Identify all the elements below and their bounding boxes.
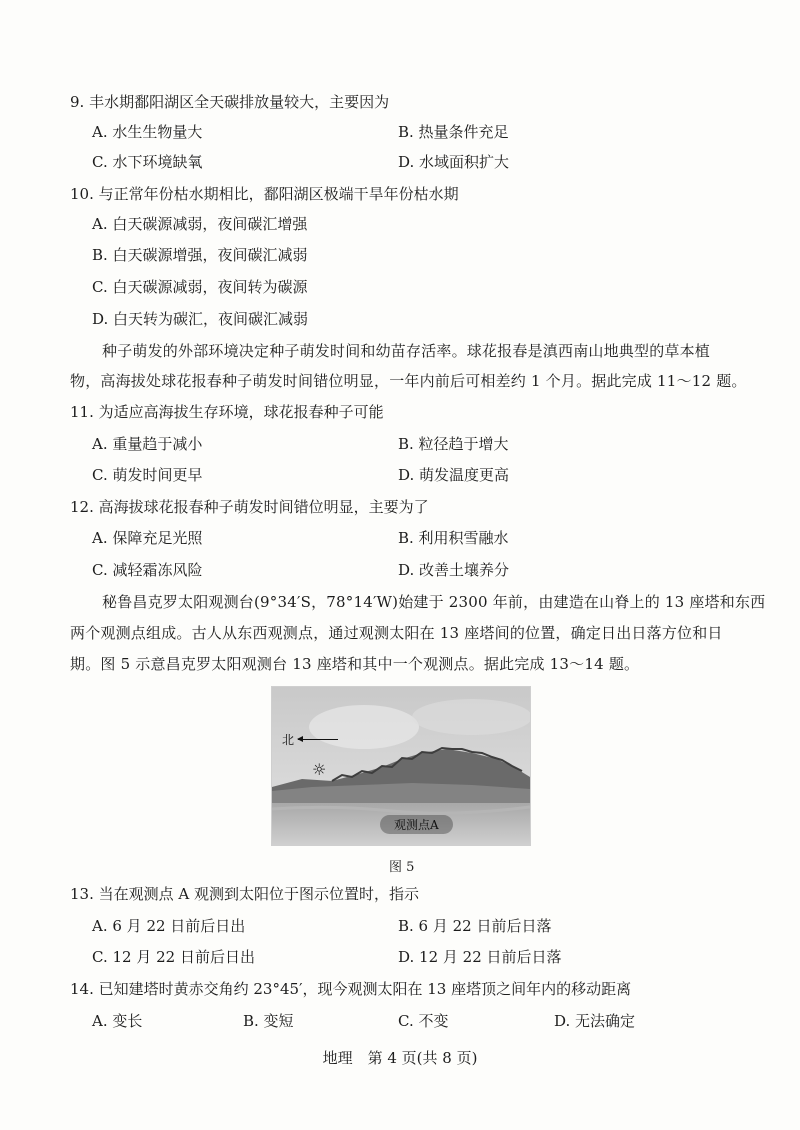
q13-option-c: C. 12 月 22 日前后日出: [92, 948, 255, 966]
q14-option-d: D. 无法确定: [554, 1012, 636, 1030]
q9-option-a: A. 水生生物量大: [92, 123, 203, 141]
passage1-line1: 种子萌发的外部环境决定种子萌发时间和幼苗存活率。球花报春是滇西南山地典型的草本植: [102, 342, 711, 360]
q13-option-d: D. 12 月 22 日前后日落: [398, 948, 562, 966]
q11-option-d: D. 萌发温度更高: [398, 466, 510, 484]
q10-option-a: A. 白天碳源减弱，夜间碳汇增强: [92, 215, 308, 233]
north-label: 北: [282, 733, 295, 747]
figure-caption: 图 5: [389, 860, 415, 875]
passage2-line1: 秘鲁昌克罗太阳观测台(9°34′S，78°14′W)始建于 2300 年前，由建造在山脊上的 13 座塔和东西: [102, 593, 766, 611]
q12-option-d: D. 改善土壤养分: [398, 561, 510, 579]
sun-icon: ☼: [312, 760, 327, 779]
north-arrow-icon: [298, 739, 338, 740]
q10-option-c: C. 白天碳源减弱，夜间转为碳源: [92, 278, 308, 296]
q14-stem: 14. 已知建塔时黄赤交角约 23°45′，现今观测太阳在 13 座塔顶之间年内的移动距离: [70, 980, 632, 998]
q9-option-d: D. 水域面积扩大: [398, 153, 510, 171]
q12-option-b: B. 利用积雪融水: [398, 529, 509, 547]
q11-option-a: A. 重量趋于减小: [92, 435, 203, 453]
q11-option-b: B. 粒径趋于增大: [398, 435, 509, 453]
q12-stem: 12. 高海拔球花报春种子萌发时间错位明显，主要为了: [70, 498, 429, 516]
q13-option-b: B. 6 月 22 日前后日落: [398, 917, 552, 935]
q9-option-c: C. 水下环境缺氧: [92, 153, 203, 171]
q9-stem: 9. 丰水期鄱阳湖区全天碳排放量较大，主要因为: [70, 93, 390, 111]
q9-option-b: B. 热量条件充足: [398, 123, 509, 141]
q14-option-a: A. 变长: [92, 1012, 143, 1030]
q11-option-c: C. 萌发时间更早: [92, 466, 203, 484]
figure-5-photo: [271, 686, 531, 846]
q10-stem: 10. 与正常年份枯水期相比，鄱阳湖区极端干旱年份枯水期: [70, 185, 459, 203]
passage2-line2: 两个观测点组成。古人从东西观测点，通过观测太阳在 13 座塔间的位置，确定日出日落方位和日: [70, 624, 723, 642]
q14-option-b: B. 变短: [243, 1012, 294, 1030]
q12-option-a: A. 保障充足光照: [92, 529, 203, 547]
page-footer: 地理 第 4 页(共 8 页): [322, 1049, 478, 1067]
passage1-line2: 物，高海拔处球花报春种子萌发时间错位明显，一年内前后可相差约 1 个月。据此完成 11～12 题。: [70, 372, 747, 390]
observation-point-a-label: 观测点A: [380, 815, 453, 834]
q11-stem: 11. 为适应高海拔生存环境，球花报春种子可能: [70, 403, 384, 421]
q13-option-a: A. 6 月 22 日前后日出: [92, 917, 246, 935]
q10-option-d: D. 白天转为碳汇，夜间碳汇减弱: [92, 310, 309, 328]
q10-option-b: B. 白天碳源增强，夜间碳汇减弱: [92, 246, 308, 264]
q12-option-c: C. 减轻霜冻风险: [92, 561, 203, 579]
q13-stem: 13. 当在观测点 A 观测到太阳位于图示位置时，指示: [70, 885, 419, 903]
passage2-line3: 期。图 5 示意昌克罗太阳观测台 13 座塔和其中一个观测点。据此完成 13～14 题。: [70, 655, 640, 673]
q14-option-c: C. 不变: [398, 1012, 449, 1030]
